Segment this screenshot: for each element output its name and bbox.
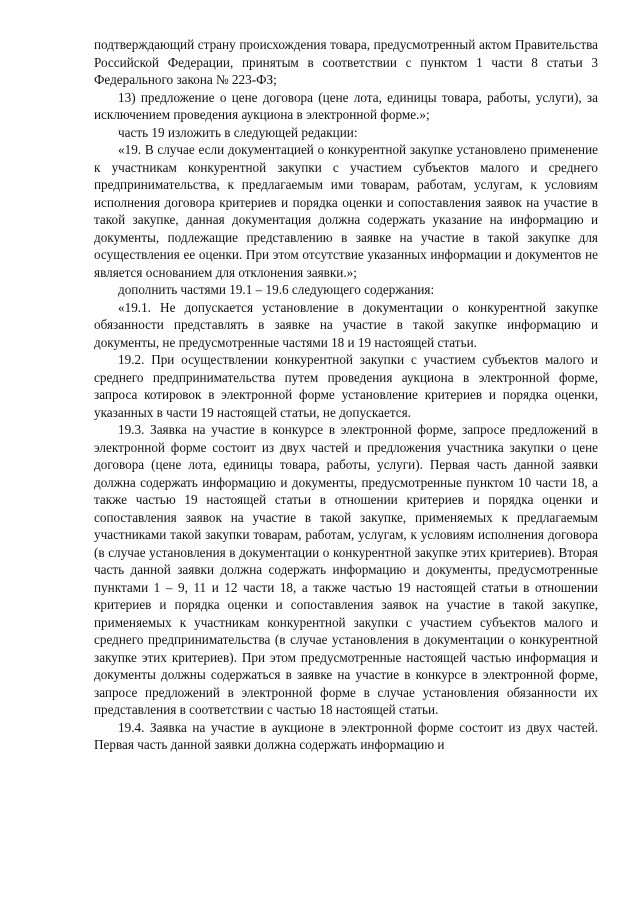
paragraph-7: 19.2. При осуществлении конкурентной закупки с участием субъектов малого и среднего предпринимательства путем проведения аукциона в электронной форме, запроса котировок в электронной форме установление критериев и порядка оценки, указанных в части 19 настоящей статьи, не допускается. — [94, 352, 598, 420]
paragraph-6: «19.1. Не допускается установление в документации о конкурентной закупке обязанности представлять в заявке на участие в такой закупке информацию и документы, не предусмотренные частями 18 и 19 настоящей статьи. — [94, 299, 598, 350]
paragraph-1: подтверждающий страну происхождения товара, предусмотренный актом Правительства Российской Федерации, принятым в соответствии с пунктом 1 части 8 статьи 3 Федерального закона № 223-ФЗ; — [94, 37, 598, 87]
paragraph-2: 13) предложение о цене договора (цене лота, единицы товара, работы, услуги), за исключением проведения аукциона в электронной форме.»; — [94, 89, 598, 122]
document-page — [94, 36, 598, 754]
paragraph-8: 19.3. Заявка на участие в конкурсе в электронной форме, запросе предложений в электронной форме состоит из двух частей и предложения участника закупки о цене договора (цене лота, единицы товара, работы, услуги). Первая часть данной заявки должна содержать информацию и документы, предусмотренные пунктом 10 части 18, а также частью 19 настоящей статьи в отношении критериев и порядка оценки и сопоставления заявок на участие в такой закупке, применяемых к предлагаемым участниками такой закупки товарам, работам, услугам, к условиям исполнения договора (в случае установления в документации о конкурентной закупке этих критериев). Вторая часть данной заявки должна содержать информацию и документы, предусмотренные пунктами 1 – 9, 11 и 12 части 18, а также частью 19 настоящей статьи в отношении критериев и порядка оценки и сопоставления заявок на участие в такой закупке, применяемых к участникам конкурентной закупки с участием субъектов малого и среднего предпринимательства (в случае установления в документации о конкурентной закупке этих критериев). При этом предусмотренные настоящей частью информация и документы должны содержаться в заявке на участие в конкурсе в электронной форме, запросе предложений в электронной форме в случае установления обязанности их представления в соответствии с частью 18 настоящей статьи. — [94, 422, 598, 717]
paragraph-3: часть 19 изложить в следующей редакции: — [118, 124, 358, 140]
paragraph-4: «19. В случае если документацией о конкурентной закупке установлено применение к участникам конкурентной закупки с участием субъектов малого и среднего предпринимательства, к предлагаемым ими товарам, работам, услугам, к условиям исполнения договора критериев и порядка оценки и сопоставления заявок на участие в такой закупке, данная документация должна содержать указание на информацию и документы, подлежащие представлению в заявке на участие в такой закупке для осуществления ее оценки. При этом отсутствие указанных информации и документов не является основанием для отклонения заявки.»; — [94, 142, 598, 280]
paragraph-9: 19.4. Заявка на участие в аукционе в электронной форме состоит из двух частей. Первая часть данной заявки должна содержать информацию и — [94, 719, 598, 752]
paragraph-5: дополнить частями 19.1 – 19.6 следующего содержания: — [118, 282, 435, 297]
